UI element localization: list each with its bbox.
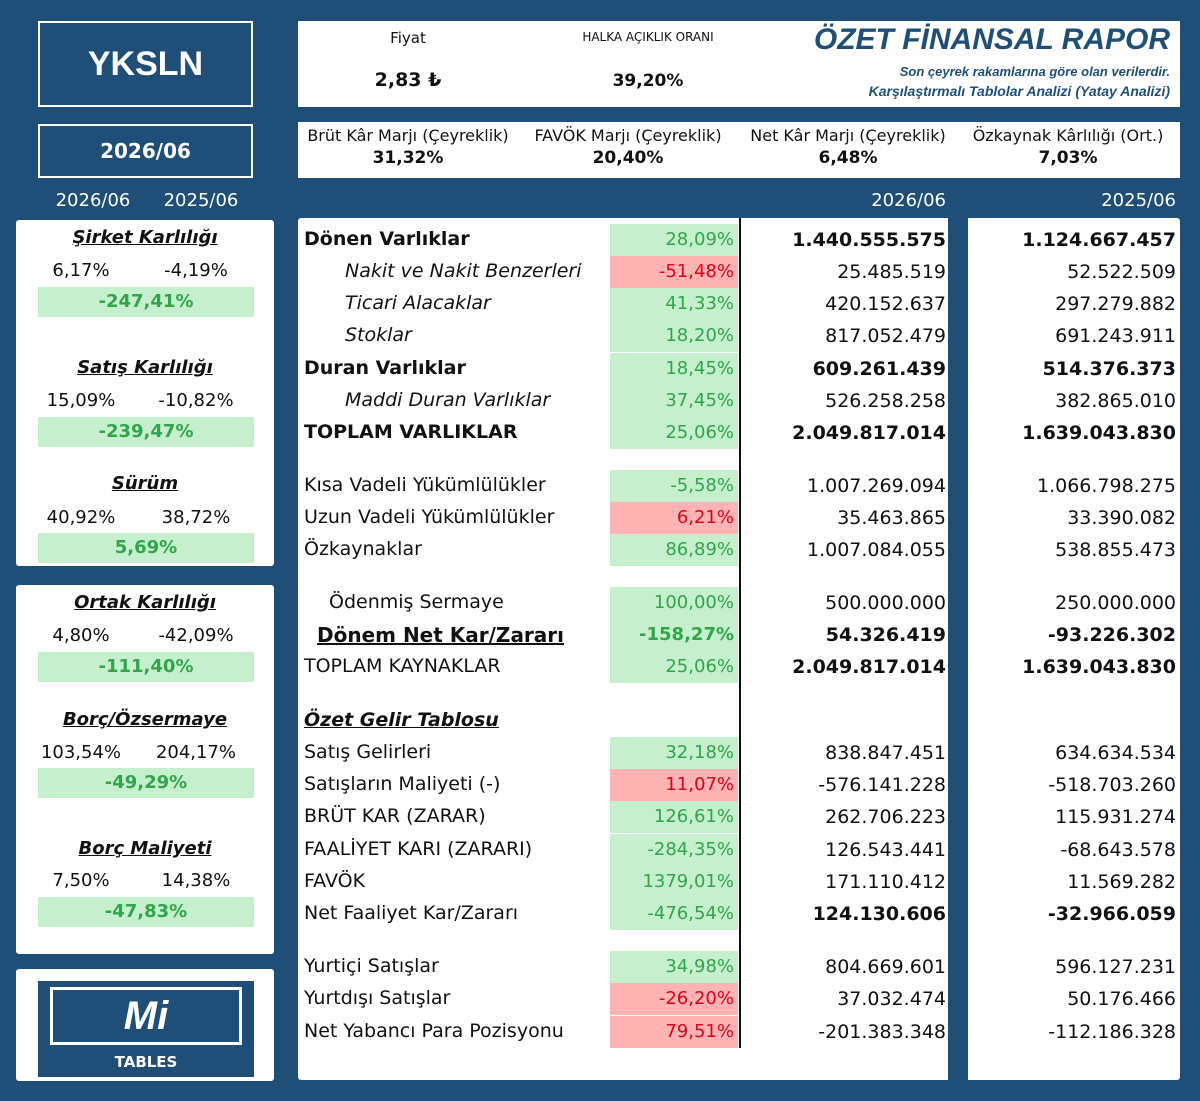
row-change: -476,54%: [610, 898, 738, 930]
ratio-cur: 15,09%: [46, 390, 116, 411]
period-label: 2026/06: [100, 139, 191, 163]
table-row: [298, 502, 1180, 534]
row-change: 100,00%: [610, 587, 738, 619]
ratio-title: Şirket Karlılığı: [72, 227, 218, 248]
report-method: Karşılaştırmalı Tablolar Analizi (Yatay Analizi): [868, 83, 1170, 99]
row-current: -576.141.228: [818, 774, 946, 796]
table-row: [298, 619, 1180, 651]
row-previous: 33.390.082: [1067, 507, 1176, 529]
logo-text: TABLES: [114, 1053, 178, 1071]
ratio-change: -239,47%: [38, 417, 254, 447]
row-label: Net Yabancı Para Pozisyonu: [304, 1020, 564, 1042]
table-row: [298, 737, 1180, 769]
header-underline: [740, 107, 1180, 109]
row-current: 171.110.412: [825, 871, 946, 893]
row-label: Özkaynaklar: [304, 538, 422, 560]
row-label: FAVÖK: [304, 870, 366, 892]
row-current: 1.007.269.094: [806, 475, 946, 497]
logo-mark: Mi: [50, 987, 242, 1045]
margin-label: Brüt Kâr Marjı (Çeyreklik): [307, 126, 509, 145]
row-previous: -112.186.328: [1048, 1021, 1176, 1043]
row-current: -201.383.348: [818, 1021, 946, 1043]
table-row: [298, 1016, 1180, 1048]
margin-net: [738, 122, 958, 168]
row-label: Uzun Vadeli Yükümlülükler: [304, 506, 555, 528]
row-change: 18,20%: [610, 320, 738, 352]
table-row: [298, 353, 1180, 385]
logo-panel: [38, 981, 254, 1077]
row-change: 79,51%: [610, 1016, 738, 1048]
row-change: 37,45%: [610, 385, 738, 417]
row-previous: 1.639.043.830: [1022, 656, 1176, 678]
row-label: Ödenmiş Sermaye: [329, 591, 504, 613]
row-current: 1.440.555.575: [792, 229, 946, 251]
ratio-title: Sürüm: [111, 473, 179, 494]
table-row: [298, 417, 1180, 449]
side-header-prev: 2025/06: [163, 190, 239, 211]
row-current: 2.049.817.014: [792, 656, 946, 678]
row-change: -26,20%: [610, 983, 738, 1015]
row-previous: 634.634.534: [1055, 742, 1176, 764]
row-change: 25,06%: [610, 417, 738, 449]
price-value: 2,83 ₺: [374, 69, 442, 91]
brand-logo: [16, 969, 274, 1081]
row-previous: 596.127.231: [1055, 956, 1176, 978]
row-label: FAALİYET KARI (ZARARI): [304, 838, 533, 860]
main-header-cur: 2026/06: [871, 190, 946, 211]
row-label: Dönen Varlıklar: [304, 228, 470, 250]
row-label: Satışların Maliyeti (-): [304, 773, 501, 795]
row-change: 32,18%: [610, 737, 738, 769]
report-title: ÖZET FİNANSAL RAPOR: [813, 23, 1170, 56]
float-label: HALKA AÇIKLIK ORANI: [582, 30, 714, 44]
ratio-prev: 38,72%: [161, 507, 231, 528]
ratio-title: Borç Maliyeti: [78, 838, 212, 859]
table-row: [298, 898, 1180, 930]
table-row: [298, 769, 1180, 801]
ratio-title: Borç/Özsermaye: [62, 709, 228, 730]
row-previous: -518.703.260: [1048, 774, 1176, 796]
row-previous: 1.066.798.275: [1036, 475, 1176, 497]
table-row: [298, 320, 1180, 352]
financial-table: [298, 218, 1180, 1080]
margin-label: Özkaynak Kârlılığı (Ort.): [972, 126, 1164, 145]
row-current: 1.007.084.055: [806, 539, 946, 561]
row-previous: 250.000.000: [1055, 592, 1176, 614]
float-value: 39,20%: [612, 71, 684, 91]
row-change: 86,89%: [610, 534, 738, 566]
ticker-box: [38, 21, 253, 107]
ratio-change: -49,29%: [38, 768, 254, 798]
table-row: [298, 288, 1180, 320]
row-label: Ticari Alacaklar: [345, 292, 491, 314]
row-previous: -93.226.302: [1047, 624, 1176, 646]
table-row: [298, 587, 1180, 619]
report-subtitle: Son çeyrek rakamlarına göre olan verilerdir.: [899, 64, 1170, 79]
margin-value: 7,03%: [1038, 148, 1098, 168]
row-previous: 297.279.882: [1055, 293, 1176, 315]
ratio-title: Ortak Karlılığı: [74, 592, 216, 613]
row-change: 28,09%: [610, 224, 738, 256]
row-current: 817.052.479: [825, 325, 946, 347]
row-current: 126.543.441: [825, 839, 946, 861]
ratio-panel-1: [16, 220, 274, 566]
margins-bar: [298, 122, 1180, 178]
income-statement-title: Özet Gelir Tablosu: [304, 709, 499, 731]
margin-label: Net Kâr Marjı (Çeyreklik): [750, 126, 946, 145]
ratio-cur: 4,80%: [52, 625, 110, 646]
row-label: Net Faaliyet Kar/Zararı: [304, 902, 519, 924]
row-change: 41,33%: [610, 288, 738, 320]
row-previous: 11.569.282: [1067, 871, 1176, 893]
row-label: Stoklar: [345, 324, 412, 346]
ratio-change: -111,40%: [38, 652, 254, 682]
table-row: [298, 834, 1180, 866]
row-label: Duran Varlıklar: [304, 357, 466, 379]
ratio-cur: 103,54%: [40, 742, 122, 763]
row-change: 18,45%: [610, 353, 738, 385]
row-label: TOPLAM VARLIKLAR: [304, 421, 518, 443]
row-label: Kısa Vadeli Yükümlülükler: [304, 474, 546, 496]
ratio-prev: -10,82%: [158, 390, 234, 411]
row-current: 838.847.451: [825, 742, 946, 764]
row-change: -158,27%: [610, 619, 738, 651]
ratio-prev: 14,38%: [161, 870, 231, 891]
row-current: 2.049.817.014: [792, 422, 946, 444]
row-previous: 691.243.911: [1055, 325, 1176, 347]
row-label: Nakit ve Nakit Benzerleri: [345, 260, 582, 282]
row-previous: 1.639.043.830: [1022, 422, 1176, 444]
row-label: Maddi Duran Varlıklar: [345, 389, 551, 411]
row-current: 420.152.637: [825, 293, 946, 315]
ratio-title: Satış Karlılığı: [77, 357, 213, 378]
margin-value: 20,40%: [592, 148, 664, 168]
price-label: Fiyat: [390, 29, 426, 47]
table-row: [298, 256, 1180, 288]
ratio-change: -47,83%: [38, 897, 254, 927]
row-change: -284,35%: [610, 834, 738, 866]
row-previous: -68.643.578: [1060, 839, 1176, 861]
ratio-cur: 6,17%: [52, 260, 110, 281]
row-change: 34,98%: [610, 951, 738, 983]
row-change: 6,21%: [610, 502, 738, 534]
report-header: [298, 21, 1180, 107]
main-header-prev: 2025/06: [1101, 190, 1176, 211]
table-row: [298, 385, 1180, 417]
ticker-symbol: YKSLN: [87, 44, 204, 83]
table-row: [298, 983, 1180, 1015]
ratio-cur: 40,92%: [46, 507, 116, 528]
table-row: [298, 470, 1180, 502]
row-previous: 538.855.473: [1055, 539, 1176, 561]
margin-gross: [298, 122, 518, 168]
row-current: 526.258.258: [825, 390, 946, 412]
table-row: [298, 224, 1180, 256]
margin-value: 6,48%: [818, 148, 878, 168]
ratio-change: -247,41%: [38, 287, 254, 317]
ratio-panel-2: [16, 585, 274, 954]
row-current: 609.261.439: [812, 358, 946, 380]
row-current: 37.032.474: [837, 988, 946, 1010]
row-previous: -32.966.059: [1047, 903, 1176, 925]
row-previous: 52.522.509: [1067, 261, 1176, 283]
row-label: Dönem Net Kar/Zararı: [317, 623, 565, 647]
margin-roe: [958, 122, 1178, 168]
section-header: [298, 705, 1180, 737]
row-change: 126,61%: [610, 801, 738, 833]
table-row: [298, 951, 1180, 983]
row-current: 25.485.519: [837, 261, 946, 283]
ratio-prev: -42,09%: [158, 625, 234, 646]
ratio-cur: 7,50%: [52, 870, 110, 891]
row-current: 500.000.000: [825, 592, 946, 614]
row-previous: 1.124.667.457: [1022, 229, 1176, 251]
margin-value: 31,32%: [372, 148, 444, 168]
row-label: Yurtiçi Satışlar: [304, 955, 439, 977]
row-label: TOPLAM KAYNAKLAR: [304, 655, 501, 677]
table-row: [298, 651, 1180, 683]
margin-label: FAVÖK Marjı (Çeyreklik): [534, 126, 722, 145]
table-row: [298, 866, 1180, 898]
row-change: -5,58%: [610, 470, 738, 502]
ratio-prev: 204,17%: [155, 742, 237, 763]
period-box: [38, 124, 253, 178]
ratio-change: 5,69%: [38, 533, 254, 563]
table-row: [298, 801, 1180, 833]
row-current: 804.669.601: [825, 956, 946, 978]
row-label: Yurtdışı Satışlar: [304, 987, 451, 1009]
row-previous: 382.865.010: [1055, 390, 1176, 412]
row-change: 11,07%: [610, 769, 738, 801]
row-previous: 115.931.274: [1055, 806, 1176, 828]
ratio-prev: -4,19%: [164, 260, 228, 281]
row-previous: 514.376.373: [1042, 358, 1176, 380]
row-change: 1379,01%: [610, 866, 738, 898]
row-previous: 50.176.466: [1067, 988, 1176, 1010]
row-current: 54.326.419: [825, 624, 946, 646]
row-change: 25,06%: [610, 651, 738, 683]
row-current: 124.130.606: [812, 903, 946, 925]
table-row: [298, 534, 1180, 566]
side-header-cur: 2026/06: [55, 190, 131, 211]
margin-ebitda: [518, 122, 738, 168]
row-current: 262.706.223: [825, 806, 946, 828]
row-change: -51,48%: [610, 256, 738, 288]
row-label: Satış Gelirleri: [304, 741, 432, 763]
row-current: 35.463.865: [837, 507, 946, 529]
row-label: BRÜT KAR (ZARAR): [304, 805, 486, 827]
